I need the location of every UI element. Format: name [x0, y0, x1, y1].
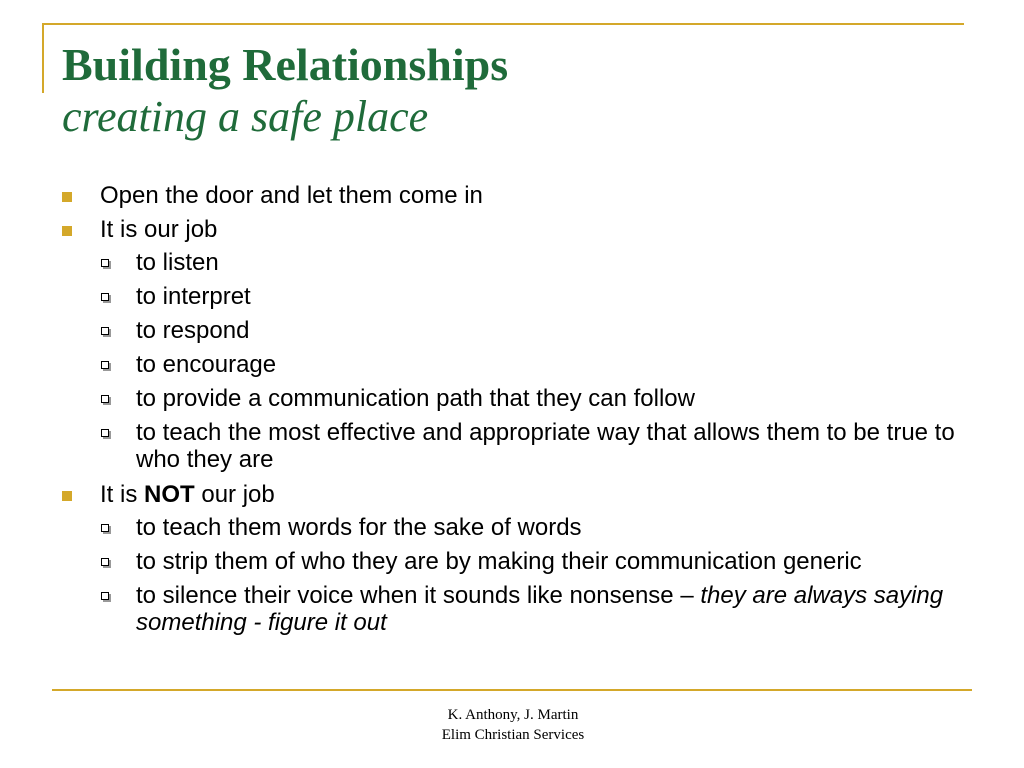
sub-bullet-text: to encourage: [136, 351, 277, 378]
sub-bullet-item: [62, 317, 962, 344]
bullet-text-before: It is: [100, 481, 145, 508]
square-bullet-icon: [62, 491, 72, 501]
bullet-text: Open the door and let them come in: [100, 182, 483, 209]
footer-authors: K. Anthony, J. Martin: [447, 707, 579, 723]
sub-bullet-item: [62, 249, 962, 276]
square-bullet-icon: [62, 226, 72, 236]
sub-bullet-text: to provide a communication path that they can follow: [136, 385, 695, 412]
left-rule: [42, 23, 44, 93]
bullet-item: [62, 215, 962, 245]
sub-bullet-item: [62, 351, 962, 378]
sub-bullet-text: to respond: [136, 317, 250, 344]
sub-bullet-text: to interpret: [136, 283, 251, 310]
sub-bullet-text: to silence their voice when it sounds like nonsense –: [136, 582, 701, 609]
hollow-square-bullet-icon: [101, 327, 109, 335]
sub-bullet-text: to strip them of who they are by making their communication generic: [136, 548, 862, 575]
hollow-square-bullet-icon: [101, 592, 109, 600]
sub-bullet-item: [62, 582, 962, 636]
footer-organization: Elim Christian Services: [441, 727, 585, 743]
slide-title: Building Relationships: [62, 39, 509, 90]
sub-bullet-item: [62, 548, 962, 575]
sub-bullet-item: [62, 419, 962, 473]
bullet-item: [62, 181, 962, 211]
sub-bullet-item: [62, 283, 962, 310]
sub-bullet-item: [62, 514, 962, 541]
hollow-square-bullet-icon: [101, 429, 109, 437]
sub-bullet-text: to teach them words for the sake of words: [136, 514, 582, 541]
bullet-item: [62, 480, 962, 510]
sub-bullet-text: to listen: [136, 249, 219, 276]
top-rule: [42, 23, 964, 25]
sub-bullet-italic-text: they are always saying something - figure it out: [136, 582, 944, 636]
bullet-list: [62, 181, 962, 643]
bottom-rule: [52, 689, 972, 691]
bullet-text: It is our job: [100, 216, 218, 243]
hollow-square-bullet-icon: [101, 293, 109, 301]
slide-subtitle: creating a safe place: [62, 91, 429, 141]
square-bullet-icon: [62, 192, 72, 202]
slide-title-block: [62, 40, 508, 141]
sub-bullet-text: to teach the most effective and appropriate way that allows them to be true to who they are: [136, 419, 955, 473]
bullet-text-bold: NOT: [144, 481, 195, 508]
hollow-square-bullet-icon: [101, 259, 109, 267]
hollow-square-bullet-icon: [101, 361, 109, 369]
hollow-square-bullet-icon: [101, 558, 109, 566]
hollow-square-bullet-icon: [101, 395, 109, 403]
slide-footer: [0, 705, 1024, 745]
hollow-square-bullet-icon: [101, 524, 109, 532]
sub-bullet-item: [62, 385, 962, 412]
bullet-text-after: our job: [194, 481, 275, 508]
